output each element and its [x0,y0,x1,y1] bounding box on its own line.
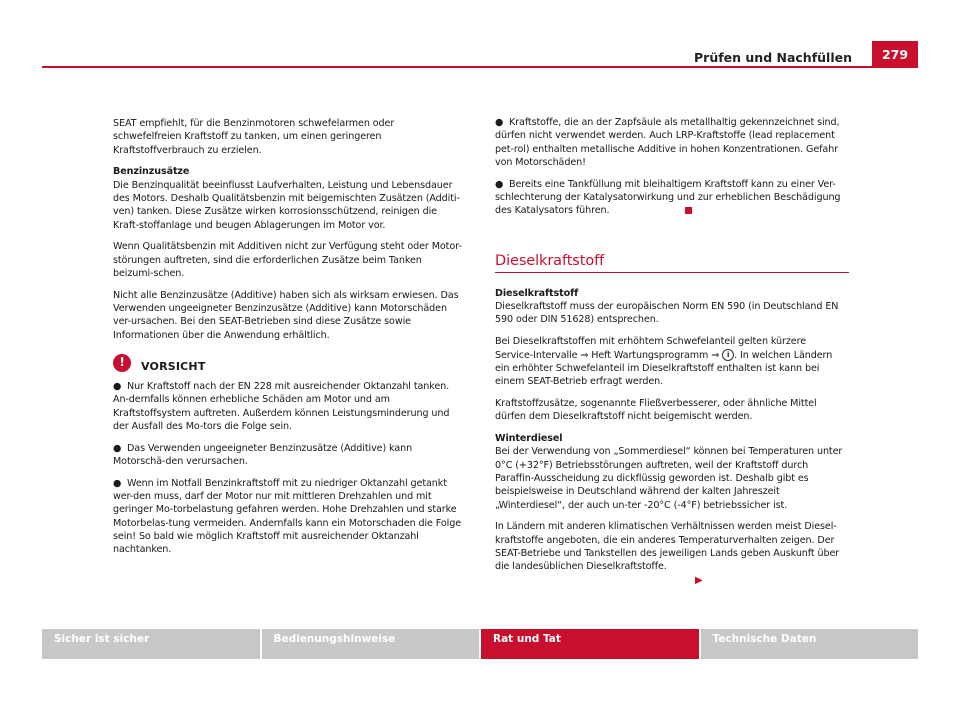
page-number: 279 [872,41,918,67]
diesel-paragraph-2: Bei Dieselkraftstoffen mit erhöhtem Schwefelanteil gelten kürzere Service-Intervalle ⇒ Heft Wartungsprogramm ⇒ i . In welchen Ländern ein erhöhter Schwefelanteil im Dieselkraftstoff enthalten ist kann bei einem SEAT-Betrieb erfragt werden. [495,336,833,388]
additives-paragraph-2: Wenn Qualitätsbenzin mit Additiven nicht zur Verfügung steht oder Motor-störungen auftreten, sind die erforderlichen Zusätze beim Tanken beizumi-schen. [113,241,462,279]
additives-heading: Benzinzusätze [113,166,190,178]
section-title-diesel: Dieselkraftstoff [495,255,849,273]
tab-rat-und-tat[interactable]: Rat und Tat [481,629,699,659]
tab-bedienungshinweise[interactable]: Bedienungshinweise [262,629,480,659]
header-rule [42,66,918,68]
footer-nav [42,629,918,659]
warning-header [113,354,465,372]
left-column [113,117,465,565]
continue-arrow-icon[interactable]: ▶ [695,574,703,586]
climate-paragraph: In Ländern mit anderen klimatischen Verhältnissen werden meist Diesel-kraftstoffe angeboten, die ein anderes Temperaturverhalten zeigen. Der SEAT-Betriebe und Tankstellen des jeweiligen Lands geben Auskunft über die landesüblichen Dieselkraftstoffe.▶ [495,521,840,586]
warning-bullet: ● Nur Kraftstoff nach der EN 228 mit ausreichender Oktanzahl tanken. An-dernfalls können erhebliche Schäden am Motor und am Kraftstoffsystem auftreten. Außerdem können Leistungsminderung und der Ausfall des Mo-tors die Folge sein. [113,380,450,432]
warning-label: VORSICHT [141,360,206,374]
diesel-paragraph-1: Dieselkraftstoff muss der europäischen Norm EN 590 (in Deutschland EN 590 oder DIN 51628) entsprechen. [495,301,839,326]
warning-bullet: ● Das Verwenden ungeeigneter Benzinzusätze (Additive) kann Motorschä-den verursachen. [113,442,413,467]
additives-paragraph-3: Nicht alle Benzinzusätze (Additive) haben sich als wirksam erwiesen. Das Verwenden ungeeigneter Benzinzusätze (Additive) kann Motorschäden ver-ursachen. Bei den SEAT-Betrieben sind diese Zusätze sowie Informationen über die Anwendung erhältlich. [113,289,459,341]
tab-sicher-ist-sicher[interactable]: Sicher ist sicher [42,629,260,659]
winter-paragraph: Bei der Verwendung von „Sommerdiesel“ können bei Temperaturen unter 0°C (+32°F) Betriebsstörungen auftreten, weil der Kraftstoff durch Paraffin-Ausscheidung zu dickflüssig geworden ist. Deshalb gibt es beispielsweise in Deutschland während der kalten Jahreszeit „Winterdiesel“, der auch un-ter -20°C (-4°F) betriebssicher ist. [495,446,843,511]
section-end-marker [685,207,692,214]
warning-bullet: ● Wenn im Notfall Benzinkraftstoff mit zu niedriger Oktanzahl getankt wer-den muss, darf der Motor nur mit mittleren Drehzahlen und mit geringer Mo-torbelastung gefahren werden. Hohe Drehzahlen und starke Motorbelas-tung vermeiden. Andernfalls kann ein Motorschaden die Folge sein! So bald wie möglich Kraftstoff mit ausreichender Oktanzahl nachtanken. [113,477,462,556]
diesel-paragraph-3: Kraftstoffzusätze, sogenannte Fließverbesserer, oder ähnliche Mittel dürfen dem Dieselkraftstoff nicht beigemischt werden. [495,397,817,423]
intro-paragraph: SEAT empfiehlt, für die Benzinmotoren schwefelarmen oder schwefelfreien Kraftstoff zu tanken, um einen geringeren Kraftstoffverbrauch zu erzielen. [113,118,395,156]
page-header-title: Prüfen und Nachfüllen [694,50,852,65]
additives-paragraph-1: Die Benzinqualität beeinflusst Laufverhalten, Leistung und Lebensdauer des Motors. Deshalb Qualitätsbenzin mit beigemischten Zusätzen (Additi-ven) tanken. Diese Zusätze wirken korrosionsschützend, reinigen die Kraft-stoffanlage und beugen Ablagerungen im Motor vor. [113,179,460,231]
tab-technische-daten[interactable]: Technische Daten [701,629,919,659]
warning-bullet: ● Bereits eine Tankfüllung mit bleihaltigem Kraftstoff kann zu einer Ver-schlechterung der Katalysatorwirkung und zur erheblichen Beschädigung des Katalysators führen. [495,178,841,217]
diesel-heading: Dieselkraftstoff [495,287,579,299]
info-icon[interactable]: i [722,349,734,361]
warning-bullet: ● Kraftstoffe, die an der Zapfsäule als metallhaltig gekennzeichnet sind, dürfen nicht verwendet werden. Auch LRP-Kraftstoffe (lead replacement pet-rol) enthalten metallische Additive in hohen Konzentrationen. Gefahr von Motorschäden! [495,117,840,168]
right-column [495,116,847,595]
winter-heading: Winterdiesel [495,433,563,445]
warning-icon: ! [113,354,131,372]
